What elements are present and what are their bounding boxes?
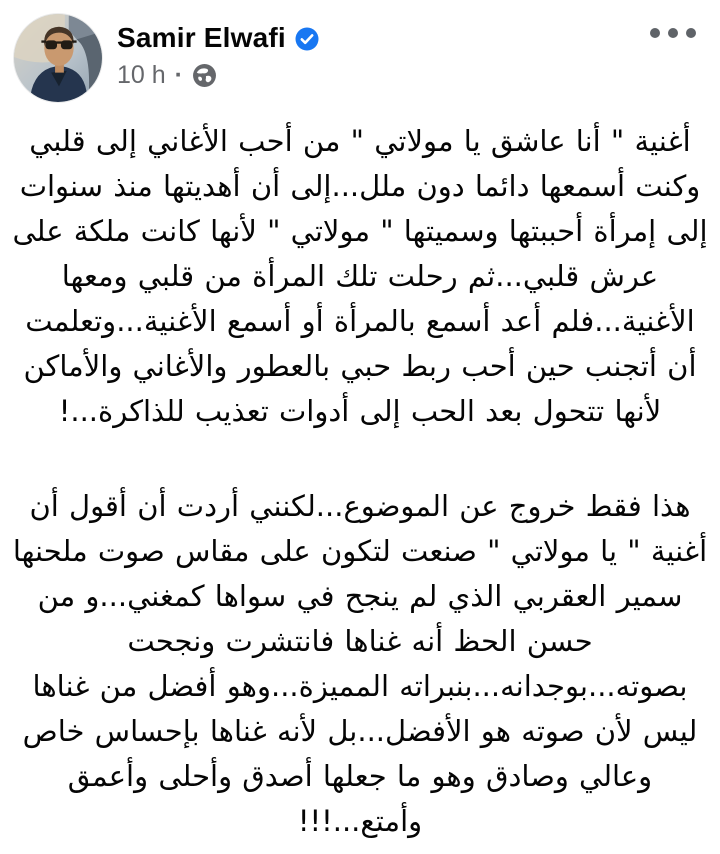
name-row [117,23,319,54]
meta-separator: · [174,60,183,89]
ellipsis-icon [650,28,696,38]
post-header [0,0,720,102]
post-text-paragraph-1: أغنية " أنا عاشق يا مولاتي " من أحب الأغاني إلى قلبي وكنت أسمعها دائما دون ملل...إلى أن أهديتها منذ سنوات إلى إمرأة أحببتها وسميتها " مولاتي " لأنها كانت ملكة على عرش قلبي...ثم رحلت تلك المرأة من قلبي ومعها الأغنية...فلم أعد أسمع بالمرأة أو أسمع الأغنية...وتعلمت أن أتجنب حين أحب ربط حبي بالعطور والأغاني والأماكن لأنها تتحول بعد الحب إلى أدوات تعذيب للذاكرة...! [12,124,708,428]
more-options-button[interactable] [648,22,698,44]
profile-name[interactable]: Samir Elwafi [117,22,286,53]
verified-badge-icon [295,27,319,51]
header-info [117,14,319,88]
profile-avatar[interactable] [14,14,102,102]
post-text-paragraph-2: هذا فقط خروج عن الموضوع...لكنني أردت أن أقول أن أغنية " يا مولاتي " صنعت لتكون على مقاس صوت ملحنها سمير العقربي الذي لم ينجح في سواها كمغني...و من حسن الحظ أنه غناها فانتشرت ونجحت بصوته...بوجدانه...بنبراته المميزة...وهو أفضل من غناها ليس لأن صوته هو الأفضل...بل لأنه غناها بإحساس خاص وعالي وصادق وهو ما جعلها أصدق وأحلى وأعمق وأمتع...!!! [12,489,708,838]
privacy-globe-icon [192,63,217,88]
post-content [0,119,720,854]
profile-photo-icon [14,14,102,102]
post-meta [117,60,319,89]
post-timestamp[interactable]: 10 h [117,60,166,89]
